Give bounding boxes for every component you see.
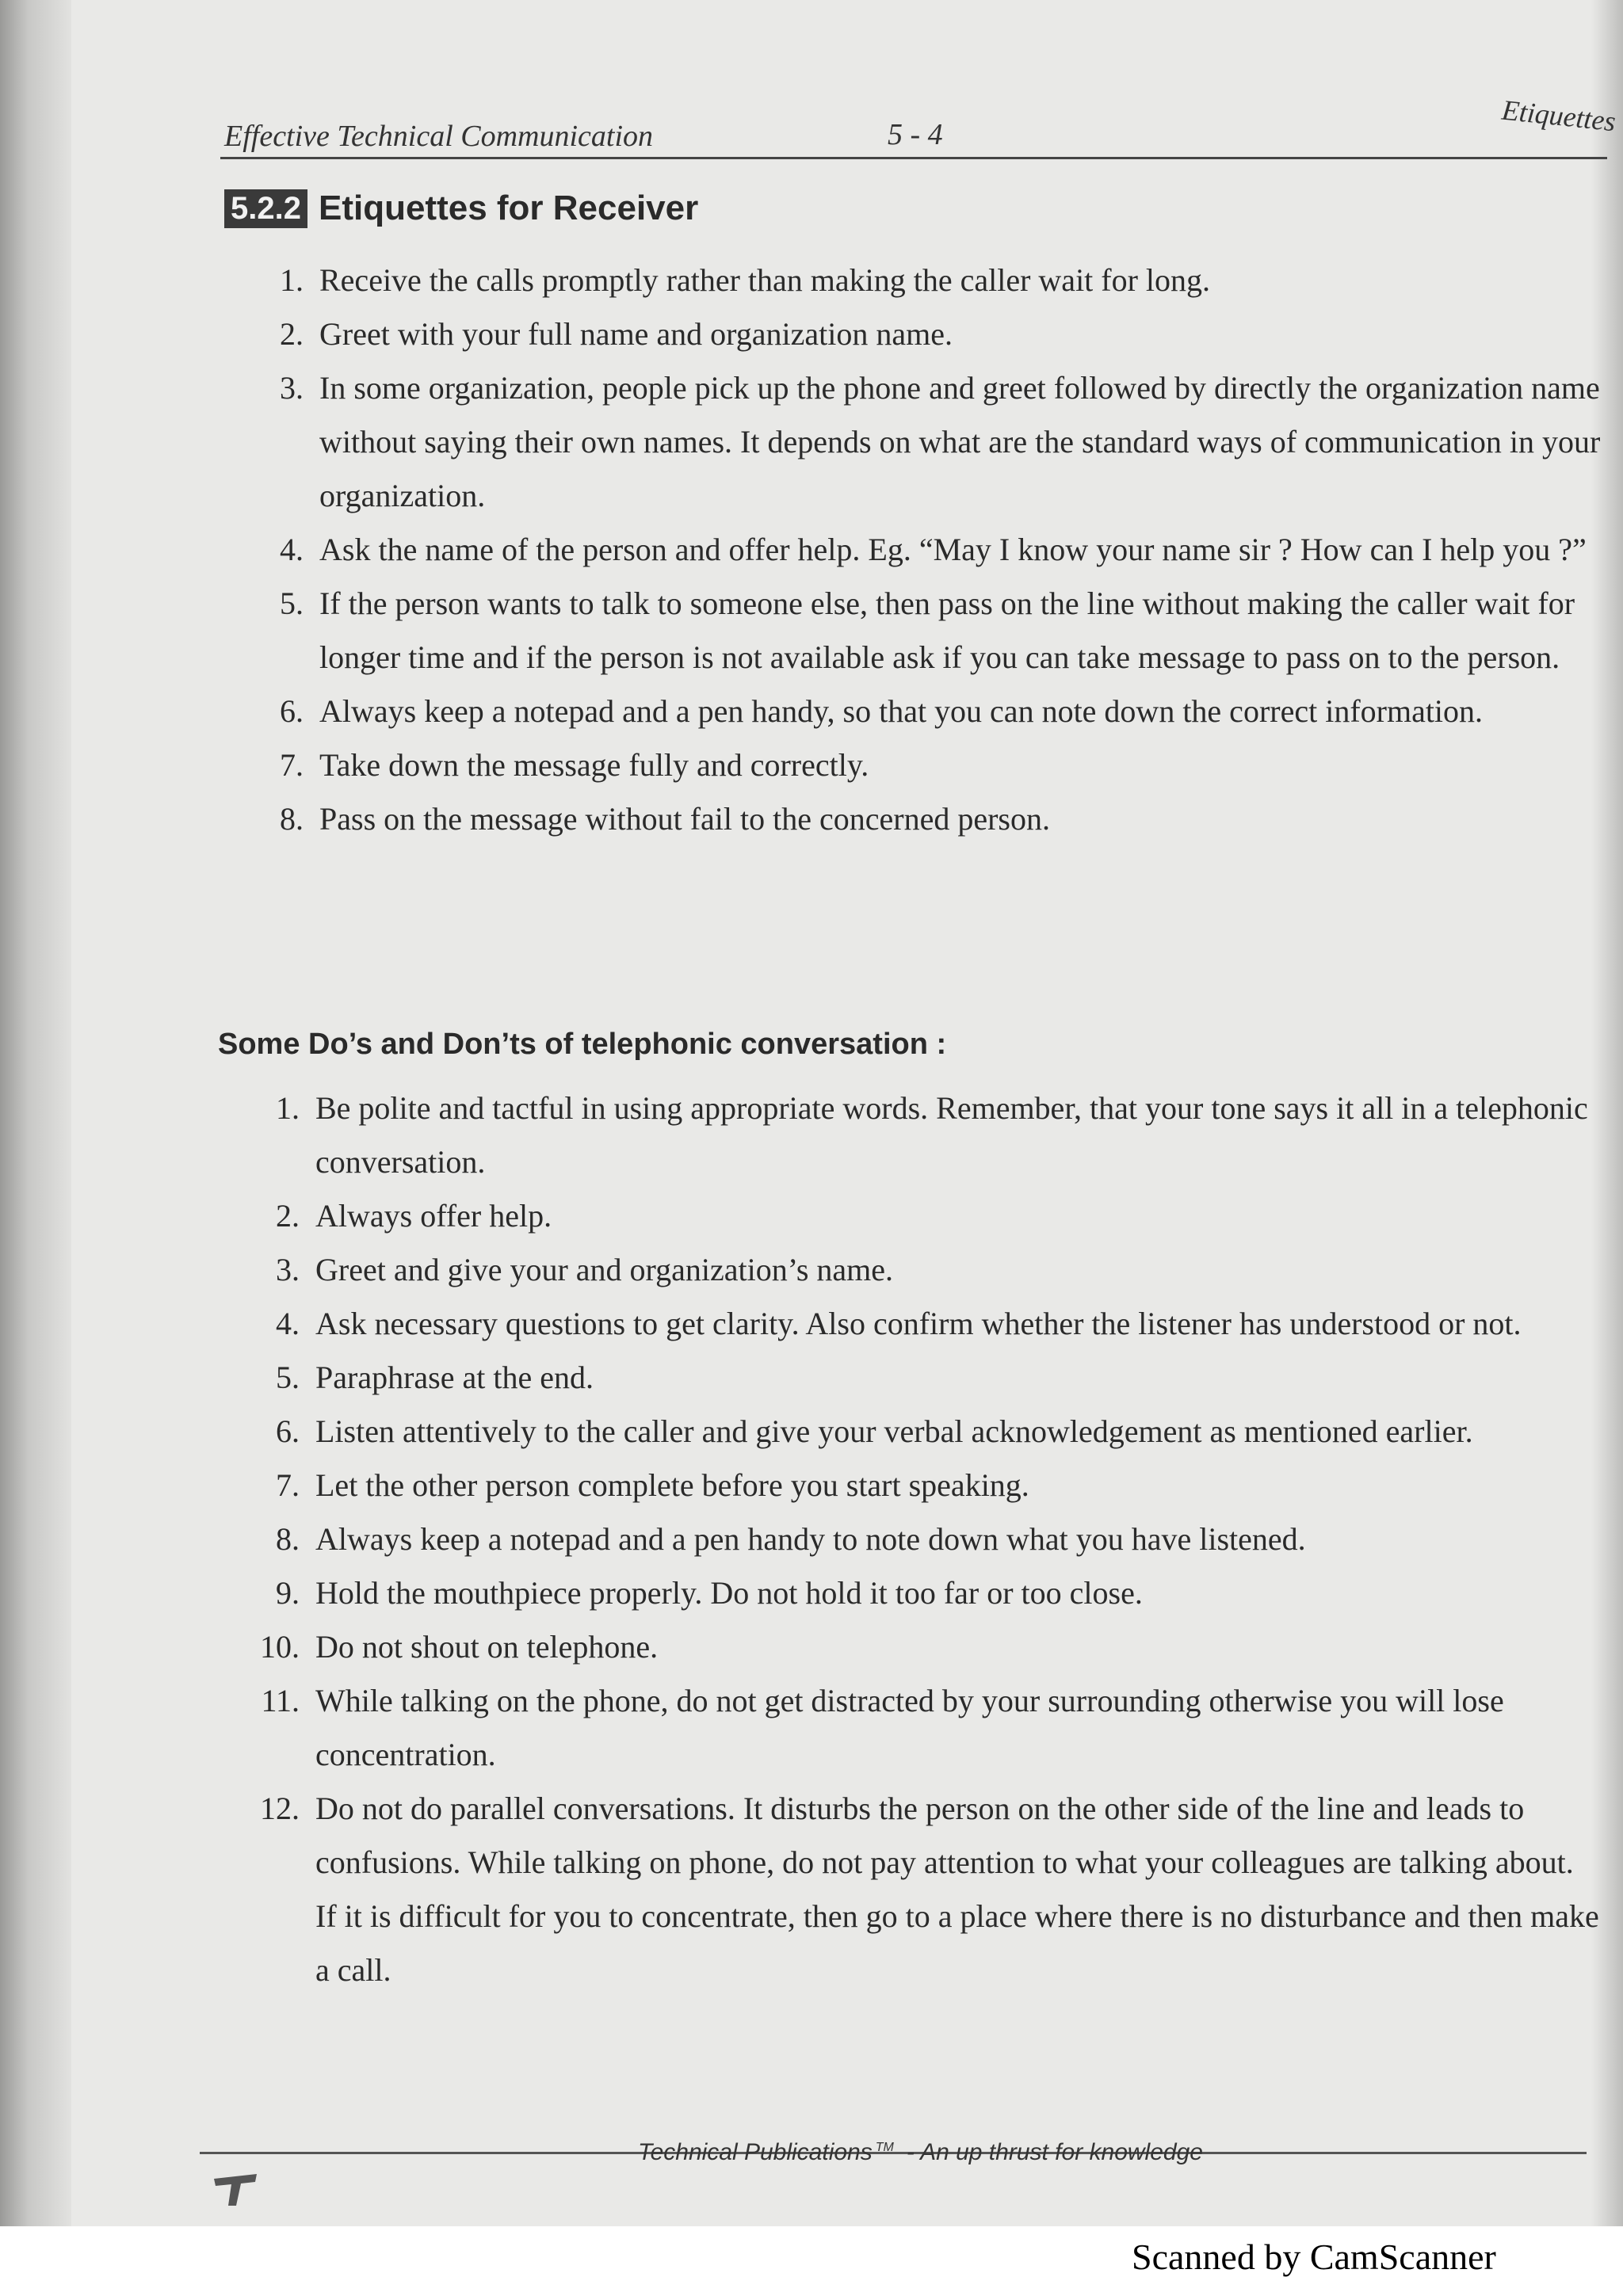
list-item xyxy=(280,523,1603,577)
page-binding-shadow xyxy=(0,0,71,2226)
page-number: 5 - 4 xyxy=(888,118,943,151)
list-item xyxy=(280,361,1603,523)
list-item xyxy=(276,1405,1599,1459)
list-item xyxy=(276,1512,1599,1566)
item-number: 5. xyxy=(276,1360,300,1395)
list-item xyxy=(276,1297,1599,1351)
list-item xyxy=(280,577,1603,685)
item-text: Always offer help. xyxy=(315,1198,552,1234)
list-item xyxy=(276,1566,1599,1620)
item-number: 6. xyxy=(280,693,304,729)
item-text: Hold the mouthpiece properly. Do not hold it too far or too close. xyxy=(315,1575,1143,1611)
item-text: Pass on the message without fail to the concerned person. xyxy=(319,801,1050,837)
section-title: Etiquettes for Receiver xyxy=(318,189,699,227)
item-text: Do not shout on telephone. xyxy=(315,1629,659,1665)
item-number: 3. xyxy=(276,1252,300,1287)
item-number: 3. xyxy=(280,370,304,406)
item-number: 4. xyxy=(276,1306,300,1341)
list-item xyxy=(276,1243,1599,1297)
item-number: 10. xyxy=(260,1629,300,1665)
list-item xyxy=(280,254,1603,307)
list-item xyxy=(280,738,1603,792)
item-number: 5. xyxy=(280,585,304,621)
section-heading xyxy=(224,189,698,228)
item-number: 7. xyxy=(276,1467,300,1503)
item-number: 12. xyxy=(260,1791,300,1826)
publisher-tagline: - An up thrust for knowledge xyxy=(906,2139,1203,2165)
item-number: 7. xyxy=(280,747,304,783)
item-number: 6. xyxy=(276,1413,300,1449)
item-text: Greet and give your and organization’s name. xyxy=(315,1252,894,1287)
item-number: 1. xyxy=(276,1090,300,1126)
scanner-watermark: Scanned by CamScanner xyxy=(1132,2237,1496,2277)
item-text: Do not do parallel conversations. It disturbs the person on the other side of the line and leads to confusions. While talking on phone, do not pay attention to what your colleagues are talking about. If it is difficult for you to concentrate, then go to a place where there is no disturbance and then make a call. xyxy=(315,1791,1599,1988)
item-text: In some organization, people pick up the phone and greet followed by directly the organization name without saying their own names. It depends on what are the standard ways of communication in your organization. xyxy=(319,370,1601,513)
item-number: 1. xyxy=(280,262,304,298)
trademark-mark: TM xyxy=(875,2141,894,2154)
publisher-name: Technical Publications xyxy=(638,2139,873,2165)
dos-donts-list xyxy=(260,1081,1599,1997)
dos-donts-heading: Some Do’s and Don’ts of telephonic conversation : xyxy=(218,1028,947,1061)
list-item xyxy=(276,1459,1599,1512)
list-item xyxy=(276,1351,1599,1405)
running-header-chapter: Etiquettes xyxy=(1500,93,1617,138)
item-number: 8. xyxy=(280,801,304,837)
item-text: Paraphrase at the end. xyxy=(315,1360,594,1395)
header-rule xyxy=(220,157,1607,159)
item-number: 9. xyxy=(276,1575,300,1611)
list-item xyxy=(280,307,1603,361)
section-number-badge: 5.2.2 xyxy=(224,189,307,228)
list-item xyxy=(276,1189,1599,1243)
receiver-etiquette-list xyxy=(280,254,1603,846)
item-text: Ask the name of the person and offer help. Eg. “May I know your name sir ? How can I help you ?” xyxy=(319,532,1587,567)
item-text: Always keep a notepad and a pen handy to note down what you have listened. xyxy=(315,1521,1306,1557)
page-footer xyxy=(638,2139,1203,2166)
item-number: 2. xyxy=(276,1198,300,1234)
list-item xyxy=(276,1081,1599,1189)
item-number: 8. xyxy=(276,1521,300,1557)
item-text: If the person wants to talk to someone else, then pass on the line without making the caller wait for longer time and if the person is not available ask if you can take message to pass on to the person. xyxy=(319,585,1575,675)
item-number: 4. xyxy=(280,532,304,567)
list-item xyxy=(260,1782,1599,1997)
item-text: While talking on the phone, do not get distracted by your surrounding otherwise you will lose concentration. xyxy=(315,1683,1504,1772)
item-text: Let the other person complete before you start speaking. xyxy=(315,1467,1029,1503)
item-text: Listen attentively to the caller and give your verbal acknowledgement as mentioned earlier. xyxy=(315,1413,1473,1449)
list-item xyxy=(280,792,1603,846)
item-text: Receive the calls promptly rather than making the caller wait for long. xyxy=(319,262,1211,298)
list-item xyxy=(260,1620,1599,1674)
list-item xyxy=(280,685,1603,738)
item-text: Always keep a notepad and a pen handy, so that you can note down the correct information. xyxy=(319,693,1484,729)
item-text: Greet with your full name and organization name. xyxy=(319,316,953,352)
item-text: Ask necessary questions to get clarity. Also confirm whether the listener has understood or not. xyxy=(315,1306,1522,1341)
list-item xyxy=(261,1674,1599,1782)
running-header-title: Effective Technical Communication xyxy=(224,120,654,153)
item-text: Be polite and tactful in using appropriate words. Remember, that your tone says it all in a telephonic conversation. xyxy=(315,1090,1588,1180)
item-number: 11. xyxy=(261,1683,300,1718)
item-number: 2. xyxy=(280,316,304,352)
publisher-logo-icon xyxy=(212,2171,258,2207)
item-text: Take down the message fully and correctly. xyxy=(319,747,869,783)
